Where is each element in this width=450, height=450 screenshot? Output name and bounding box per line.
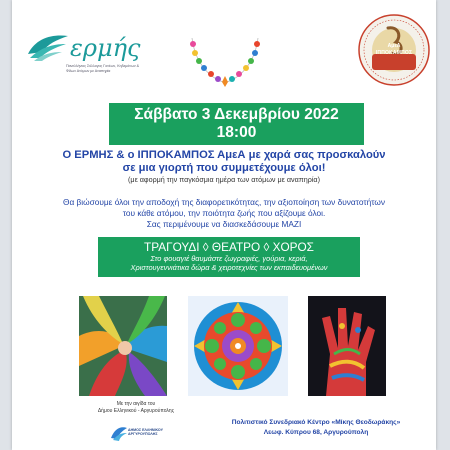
colorful-mandala-image	[188, 296, 288, 396]
painted-hands-image	[79, 296, 167, 396]
activities-sub-line-2: Χριστουγεννιάτικα δώρα & χειροτεχνίες των εκπαιδευομένων	[130, 263, 328, 272]
ermis-wordmark: ερμής	[70, 34, 141, 62]
invite-line-2: σε μια γιορτή που συμμετέχουμε όλοι!	[122, 162, 326, 174]
ermis-logo	[26, 30, 146, 88]
venue-name: Πολιτιστικό Συνεδριακό Κέντρο «Μίκης Θεοδωράκης»	[231, 419, 401, 426]
municipality-logo-text: ΔΗΜΟΣ ΕΛΛΗΝΙΚΟΥ ΑΡΓΥΡΟΥΠΟΛΗΣ	[128, 428, 164, 437]
date-banner	[109, 103, 364, 145]
ermis-subtitle: Πανελλήνιος Σύλλογος Γονέων, Κηδεμόνων & Φίλων Ατόμων με Αναπηρία	[66, 64, 140, 73]
municipality-logo	[110, 424, 170, 442]
venue-address: Λεωφ. Κύπρου 68, Αργυρούπολη	[263, 429, 369, 436]
invitation-text	[32, 149, 416, 175]
invitation-poster	[12, 0, 436, 450]
invite-line-1: Ο ΕΡΜΗΣ & ο ΙΠΠΟΚΑΜΠΟΣ ΑμεΑ με χαρά σας προσκαλούν	[62, 149, 386, 161]
body-text	[30, 197, 418, 230]
event-time: 18:00	[216, 124, 257, 141]
venue-info	[202, 418, 430, 438]
patronage-line-1: Με την αιγίδα του	[116, 401, 156, 407]
patronage-text	[96, 401, 176, 414]
wing-icon	[26, 32, 70, 62]
painted-palm-image	[308, 296, 386, 396]
event-date: Σάββατο 3 Δεκεμβρίου 2022	[134, 106, 339, 123]
body-line-3: Σας περιμένουμε να διασκεδάσουμε ΜΑΖΙ	[146, 219, 302, 229]
activities-headline: ΤΡΑΓΟΥΔΙ ◊ ΘΕΑΤΡΟ ◊ ΧΟΡΟΣ	[144, 240, 314, 254]
municipality-emblem-icon	[110, 424, 128, 442]
activities-banner	[98, 237, 360, 277]
ippokampos-amea-label: ΑμεΑ	[387, 43, 401, 49]
bead-necklace-image	[184, 32, 266, 87]
occasion-note: (με αφορμή την παγκόσμια ημέρα των ατόμων με αναπηρία)	[128, 175, 320, 184]
patronage-line-2: Δήμου Ελληνικού - Αργυρούπολης	[97, 407, 175, 414]
ippokampos-name-label: ΙΠΠΟΚΑΜΠΟΣ	[375, 50, 413, 56]
ippokampos-logo	[358, 14, 430, 86]
body-line-1: Θα βιώσουμε όλοι την αποδοχή της διαφορετικότητας, την αξιοποίηση των δυνατοτήτων	[62, 197, 386, 207]
body-line-2: του κάθε ατόμου, την ποιότητα ζωής που αξίζουμε όλοι.	[122, 208, 326, 218]
activities-sub-line-1: Στο φουαγιέ θαυμάστε ζωγραφιές, γούρια, κεριά,	[150, 254, 308, 263]
